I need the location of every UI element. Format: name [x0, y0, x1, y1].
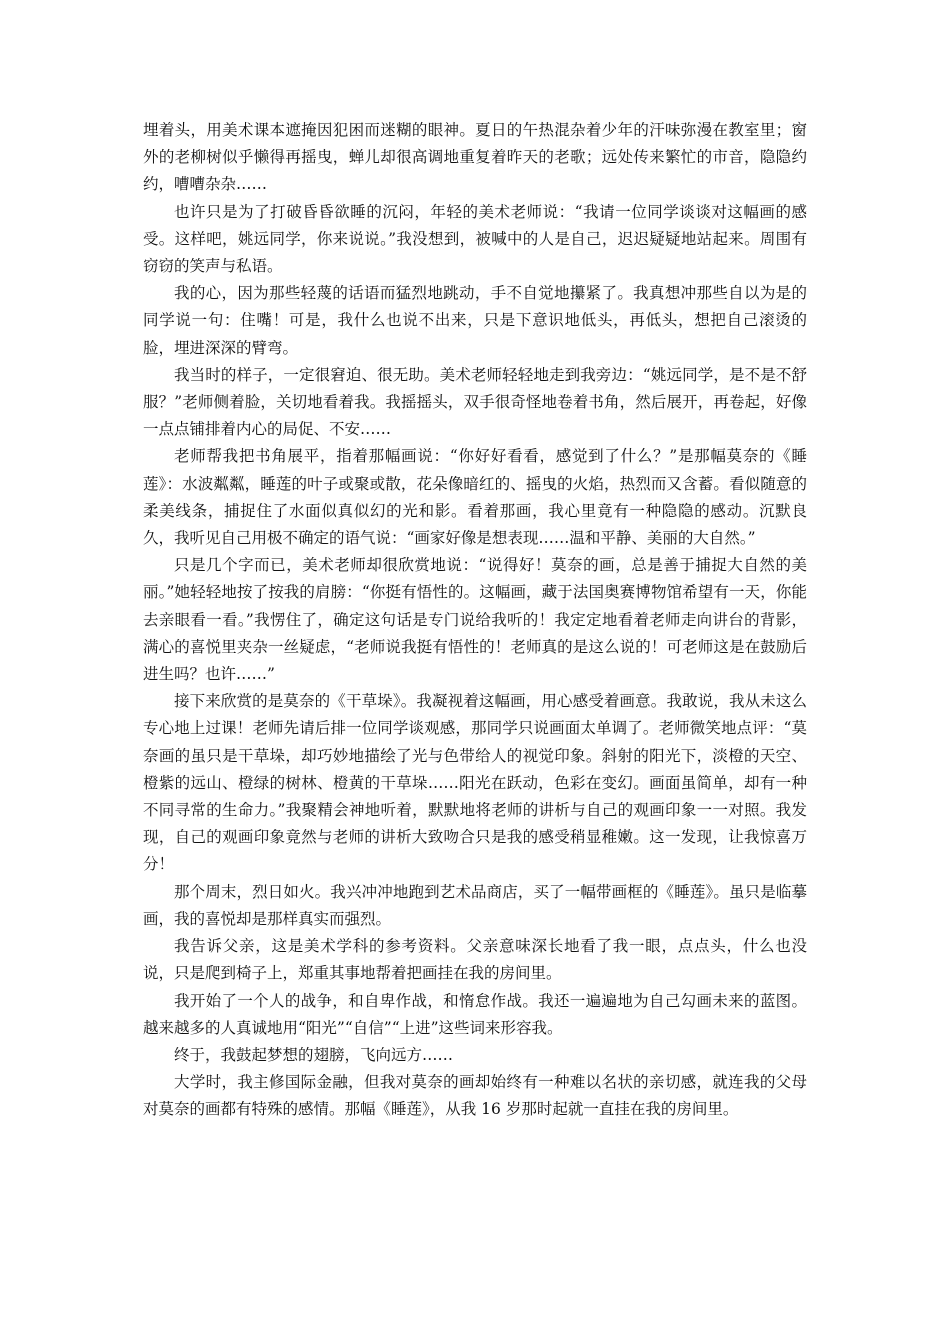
- paragraph-9: 我告诉父亲，这是美术学科的参考资料。父亲意味深长地看了我一眼，点点头，什么也没说，只是爬到椅子上，郑重其事地帮着把画挂在我的房间里。: [143, 937, 807, 983]
- paragraph-10: 我开始了一个人的战争，和自卑作战，和惰怠作战。我还一遍遍地为自己勾画未来的蓝图。越来越多的人真诚地用“阳光”“自信”“上进”这些词来形容我。: [143, 991, 807, 1037]
- paragraph-1: 埋着头，用美术课本遮掩因犯困而迷糊的眼神。夏日的午热混杂着少年的汗味弥漫在教室里；窗外的老柳树似乎懒得再摇曳，蝉儿却很高调地重复着昨天的老歌；远处传来繁忙的市音，隐隐约约，嘈嘈杂杂……: [143, 121, 807, 194]
- paragraph-6: 只是几个字而已，美术老师却很欣赏地说：“说得好！莫奈的画，总是善于捕捉大自然的美丽。”她轻轻地按了按我的肩膀：“你挺有悟性的。这幅画，藏于法国奥赛博物馆希望有一天，你能去亲眼看一看。”我愣住了，确定这句话是专门说给我听的！我定定地看着老师走向讲台的背影，满心的喜悦里夹杂一丝疑虑，“老师说我挺有悟性的！老师真的是这么说的！可老师这是在鼓励后进生吗？也许……”: [143, 556, 807, 684]
- paragraph-2: 也许只是为了打破昏昏欲睡的沉闷，年轻的美术老师说：“我请一位同学谈谈对这幅画的感受。这样吧，姚远同学，你来说说。”我没想到，被喊中的人是自己，迟迟疑疑地站起来。周围有窃窃的笑声与私语。: [143, 202, 807, 276]
- paragraph-3: 我的心，因为那些轻蔑的话语而猛烈地跳动，手不自觉地攥紧了。我真想冲那些自以为是的同学说一句：住嘴！可是，我什么也说不出来，只是下意识地低头，再低头，想把自己滚烫的脸，埋进深深的臂弯。: [143, 284, 807, 357]
- document-page: [143, 117, 807, 1124]
- paragraph-7: 接下来欣赏的是莫奈的《干草垛》。我凝视着这幅画，用心感受着画意。我敢说，我从未这么专心地上过课！老师先请后排一位同学谈观感，那同学只说画面太单调了。老师微笑地点评：“莫奈画的虽只是干草垛，却巧妙地描绘了光与色带给人的视觉印象。斜射的阳光下，淡橙的天空、橙紫的远山、橙绿的树林、橙黄的干草垛……阳光在跃动，色彩在变幻。画面虽简单，却有一种不同寻常的生命力。”我聚精会神地听着，默默地将老师的讲析与自己的观画印象一一对照。我发现，自己的观画印象竟然与老师的讲析大致吻合只是我的感受稍显稚嫩。这一发现，让我惊喜万分！: [143, 692, 807, 874]
- paragraph-8: 那个周末，烈日如火。我兴冲冲地跑到艺术品商店，买了一幅带画框的《睡莲》。虽只是临摹画，我的喜悦却是那样真实而强烈。: [143, 882, 807, 928]
- paragraph-4: 我当时的样子，一定很窘迫、很无助。美术老师轻轻地走到我旁边：“姚远同学，是不是不舒服？”老师侧着脸，关切地看着我。我摇摇头，双手很奇怪地卷着书角，然后展开，再卷起，好像一点点铺排着内心的局促、不安……: [143, 365, 807, 439]
- paragraph-5: 老师帮我把书角展平，指着那幅画说：“你好好看看，感觉到了什么？”是那幅莫奈的《睡莲》：水波粼粼，睡莲的叶子或聚或散，花朵像暗红的、摇曳的火焰，热烈而又含蓄。看似随意的柔美线条，捕捉住了水面似真似幻的光和影。看着那画，我心里竟有一种隐隐的感动。沉默良久，我听见自己用极不确定的语气说：“画家好像是想表现……温和平静、美丽的大自然。”: [143, 447, 807, 548]
- paragraph-12: 大学时，我主修国际金融，但我对莫奈的画却始终有一种难以名状的亲切感，就连我的父母对莫奈的画都有特殊的感情。那幅《睡莲》，从我 16 岁那时起就一直挂在我的房间里。: [143, 1073, 807, 1119]
- paragraph-11: 终于，我鼓起梦想的翅膀，飞向远方……: [174, 1045, 454, 1064]
